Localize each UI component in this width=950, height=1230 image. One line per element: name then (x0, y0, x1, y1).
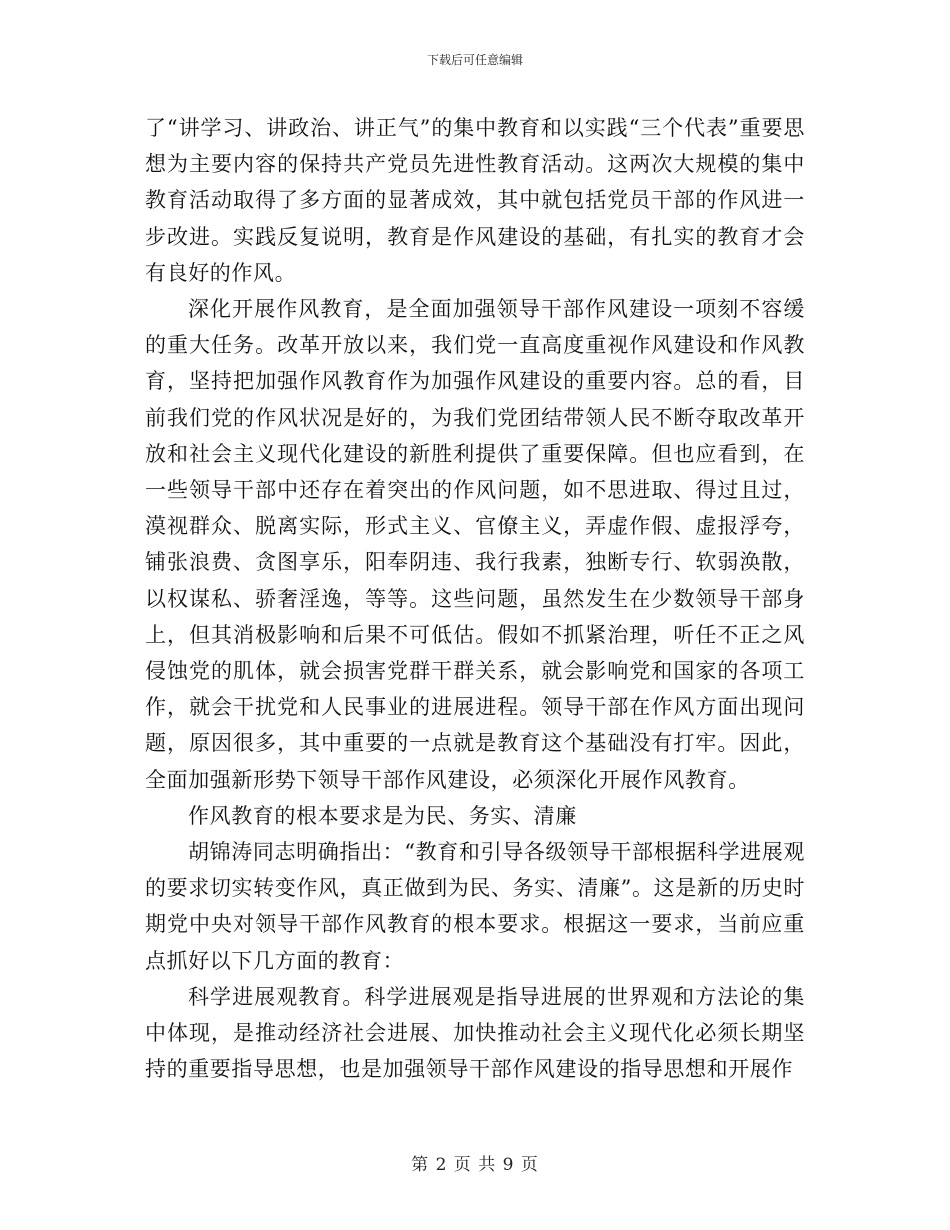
paragraph-2: 深化开展作风教育，是全面加强领导干部作风建设一项刻不容缓的重大任务。改革开放以来，我们党一直高度重视作风建设和作风教育，坚持把加强作风教育作为加强作风建设的重要内容。总的看，目前我们党的作风状况是好的，为我们党团结带领人民不断夺取改革开放和社会主义现代化建设的新胜利提供了重要保障。但也应看到，在一些领导干部中还存在着突出的作风问题，如不思进取、得过且过，漠视群众、脱离实际，形式主义、官僚主义，弄虚作假、虚报浮夸，铺张浪费、贪图享乐，阳奉阴违、我行我素，独断专行、软弱涣散，以权谋私、骄奢淫逸，等等。这些问题，虽然发生在少数领导干部身上，但其消极影响和后果不可低估。假如不抓紧治理，听任不正之风侵蚀党的肌体，就会损害党群干群关系，就会影响党和国家的各项工作，就会干扰党和人民事业的进展进程。领导干部在作风方面出现问题，原因很多，其中重要的一点就是教育这个基础没有打牢。因此，全面加强新形势下领导干部作风建设，必须深化开展作风教育。 (145, 297, 805, 792)
paragraph-1: 了“讲学习、讲政治、讲正气”的集中教育和以实践“三个代表”重要思想为主要内容的保持共产党员先进性教育活动。这两次大规模的集中教育活动取得了多方面的显著成效，其中就包括党员干部的作风进一步改进。实践反复说明，教育是作风建设的基础，有扎实的教育才会有良好的作风。 (145, 116, 805, 285)
document-body (145, 110, 805, 1087)
section-heading: 作风教育的根本要求是为民、务实、清廉 (188, 803, 577, 828)
paragraph-4: 科学进展观教育。科学进展观是指导进展的世界观和方法论的集中体现，是推动经济社会进展、加快推动社会主义现代化必须长期坚持的重要指导思想，也是加强领导干部作风建设的指导思想和开展作 (145, 984, 805, 1082)
page-header: 下载后可任意编辑 (426, 53, 523, 67)
page-number-footer: 第 2 页 共 9 页 (411, 1155, 539, 1175)
paragraph-3: 胡锦涛同志明确指出：“教育和引导各级领导干部根据科学进展观的要求切实转变作风，真正做到为民、务实、清廉”。这是新的历史时期党中央对领导干部作风教育的根本要求。根据这一要求，当前应重点抓好以下几方面的教育： (145, 840, 805, 973)
